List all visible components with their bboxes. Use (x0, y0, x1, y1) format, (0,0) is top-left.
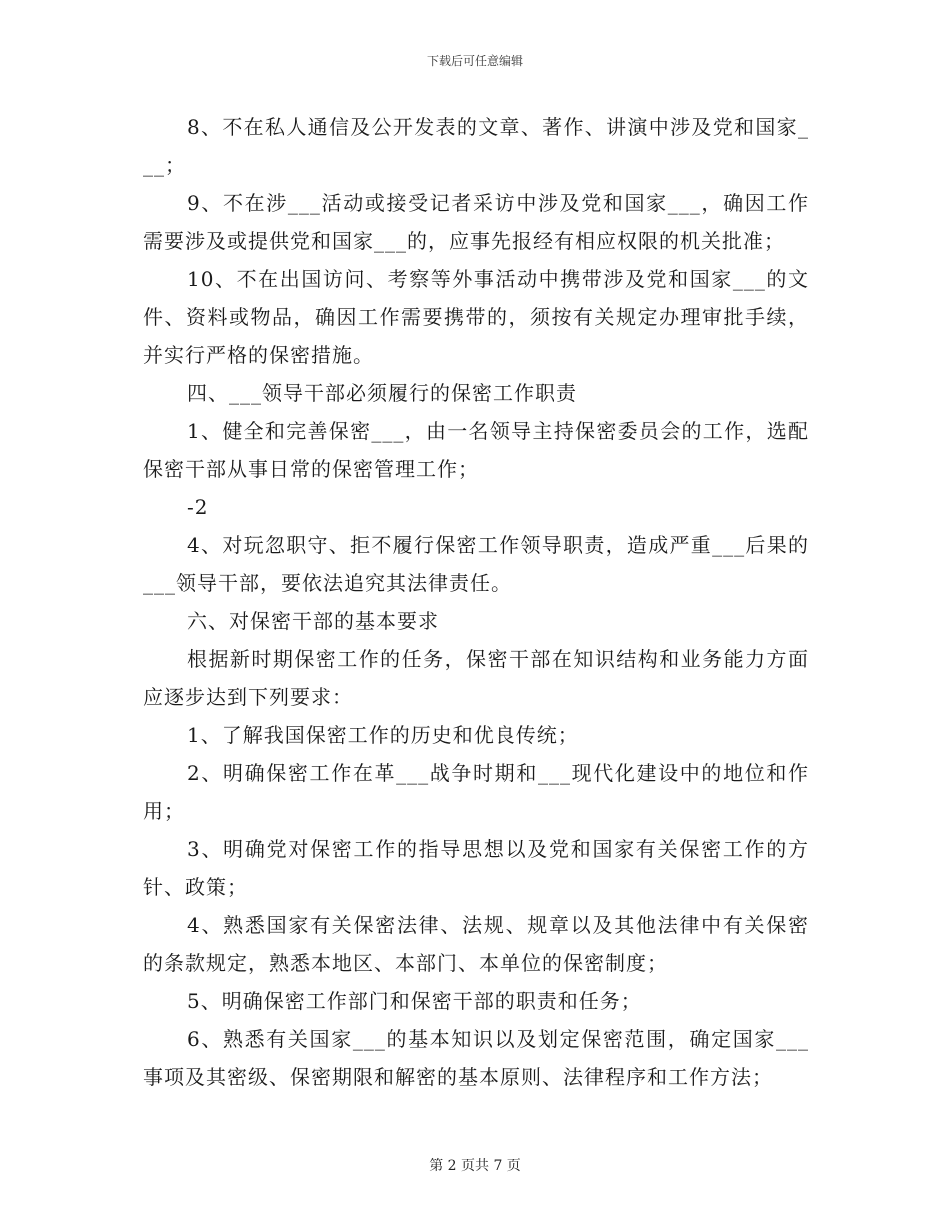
paragraph-intro: 根据新时期保密工作的任务，保密干部在知识结构和业务能力方面应逐步达到下列要求： (143, 647, 809, 709)
paragraph-item-9: 9、不在涉___活动或接受记者采访中涉及党和国家___，确因工作需要涉及或提供党和国家___的，应事先报经有相应权限的机关批准； (143, 191, 809, 253)
section-heading-6: 六、对保密干部的基本要求 (187, 609, 439, 633)
requirement-5: 5、明确保密工作部门和保密干部的职责和任务； (187, 989, 642, 1013)
requirement-6: 6、熟悉有关国家___的基本知识以及划定保密范围，确定国家___事项及其密级、保密期限和解密的基本原则、法律程序和工作方法； (143, 1027, 809, 1089)
requirement-3: 3、明确党对保密工作的指导思想以及党和国家有关保密工作的方针、政策； (143, 837, 809, 899)
paragraph-duty-1: 1、健全和完善保密___，由一名领导主持保密委员会的工作，选配保密干部从事日常的保密管理工作； (143, 419, 809, 481)
requirement-2: 2、明确保密工作在革___战争时期和___现代化建设中的地位和作用； (143, 761, 809, 823)
paragraph-duty-4: 4、对玩忽职守、拒不履行保密工作领导职责，造成严重___后果的___领导干部，要依法追究其法律责任。 (143, 533, 809, 595)
requirement-4: 4、熟悉国家有关保密法律、法规、规章以及其他法律中有关保密的条款规定，熟悉本地区、本部门、本单位的保密制度； (143, 913, 809, 975)
requirement-1: 1、了解我国保密工作的历史和优良传统； (187, 723, 579, 747)
document-body (143, 108, 809, 1096)
page-marker: -2 (187, 495, 209, 519)
page-header: 下载后可任意编辑 (426, 54, 523, 68)
section-heading-4: 四、___领导干部必须履行的保密工作职责 (187, 381, 577, 405)
paragraph-item-8: 8、不在私人通信及公开发表的文章、著作、讲演中涉及党和国家___； (143, 115, 809, 177)
page-footer: 第 2 页共 7 页 (429, 1158, 521, 1174)
paragraph-item-10: 10、不在出国访问、考察等外事活动中携带涉及党和国家___的文件、资料或物品，确因工作需要携带的，须按有关规定办理审批手续，并实行严格的保密措施。 (143, 267, 809, 367)
